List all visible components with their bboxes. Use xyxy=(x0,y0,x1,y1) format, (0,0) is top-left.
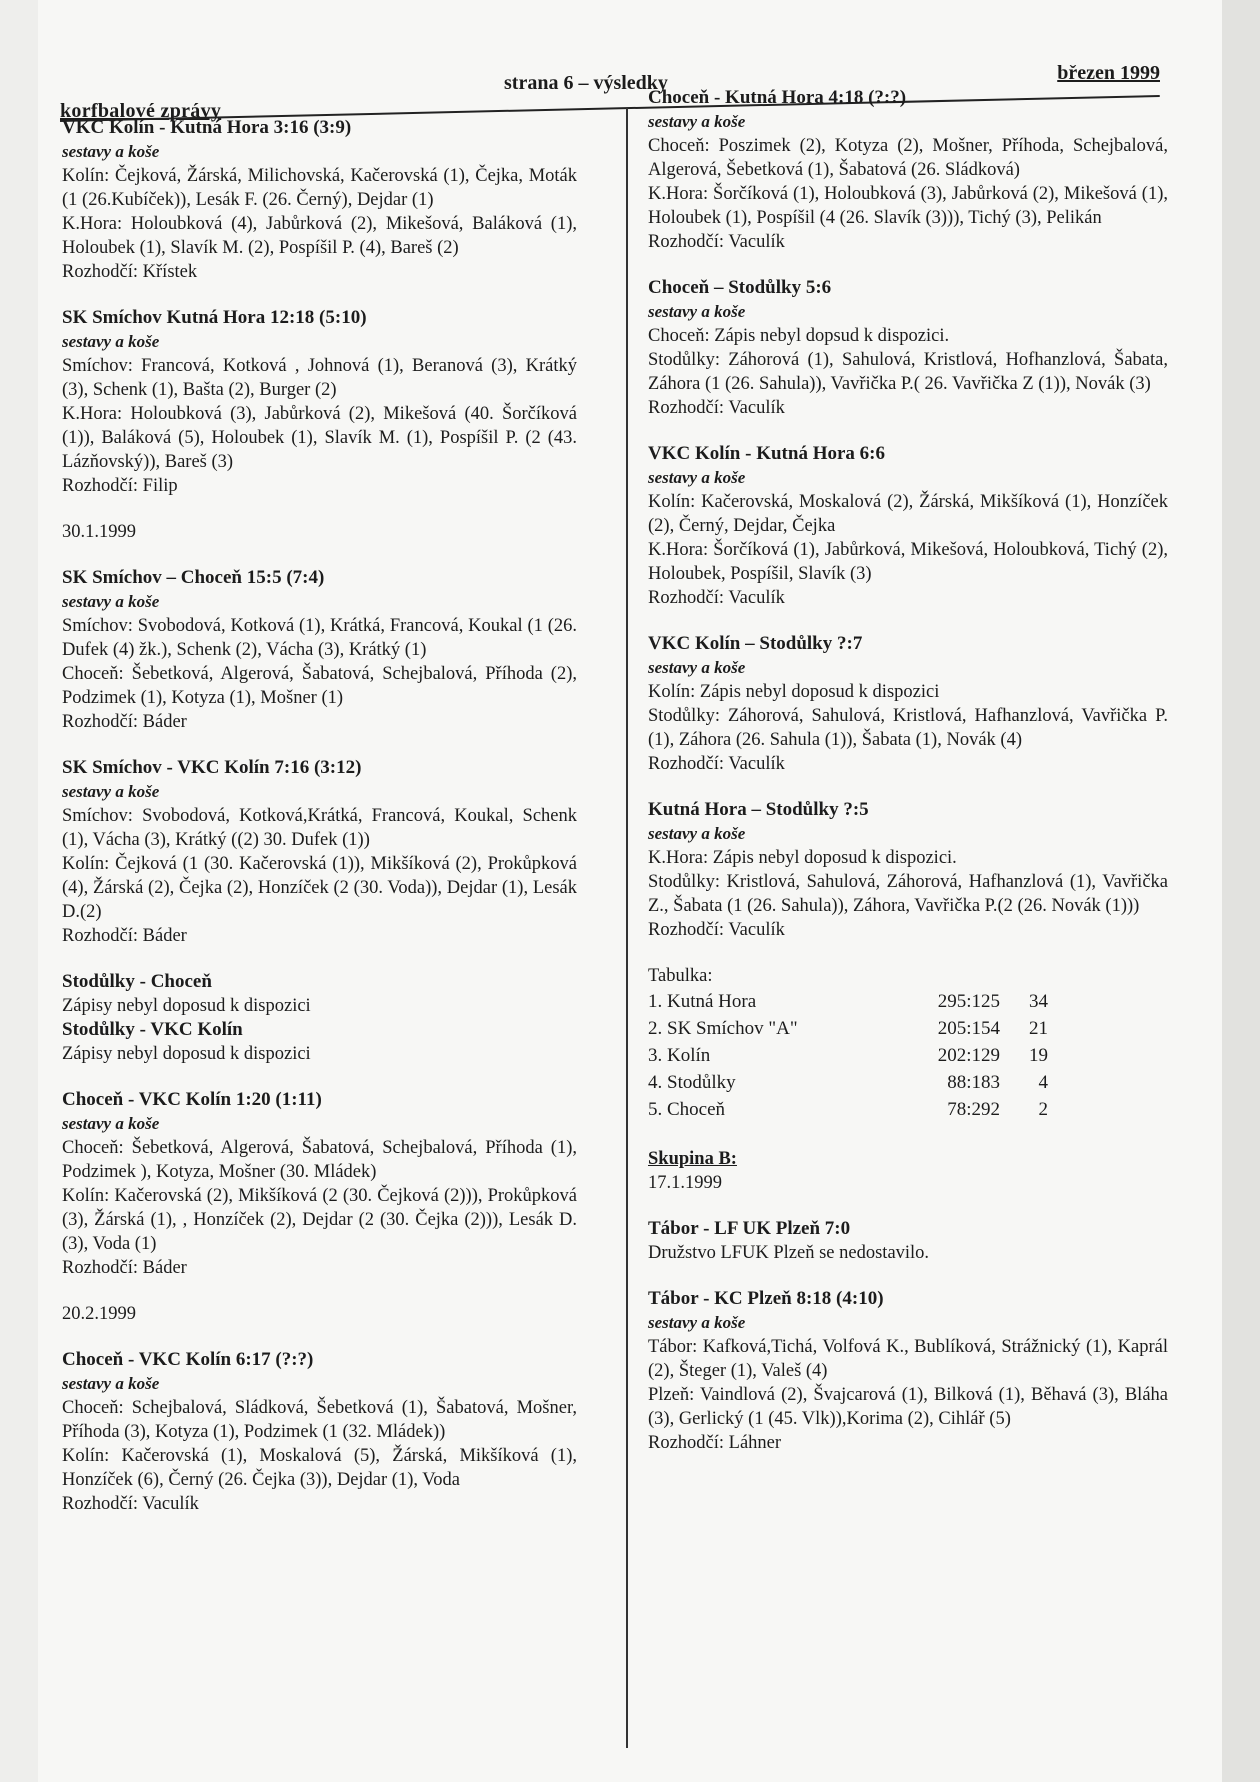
lineup-line: Stodůlky: Záhorová, Sahulová, Kristlová, Hafhanzlová, Vavřička P.(1), Záhora (26. Sahula (1)), Šabata (1), Novák (4) xyxy=(648,706,1168,750)
team-name: 2. SK Smíchov "A" xyxy=(648,1018,798,1039)
lineup-line: Choceň: Poszimek (2), Kotyza (2), Mošner, Příhoda, Schejbalová, Algerová, Šebetková (1), Šabatová (26. Sládková) xyxy=(648,136,1168,180)
match-block xyxy=(62,306,577,498)
lineup-subtitle: sestavy a koše xyxy=(62,1114,160,1133)
lineup-subtitle: sestavy a koše xyxy=(648,302,746,321)
match-title: Choceň - VKC Kolín 6:17 (?:?) xyxy=(62,1349,314,1370)
issue-date: březen 1999 xyxy=(1057,62,1160,84)
lineup-line: Smíchov: Svobodová, Kotková (1), Krátká, Francová, Koukal (1 (26. Dufek (4) žk.), Schenk (2), Vácha (3), Krátký (1) xyxy=(62,616,577,660)
lineup-line: Kolín: Čejková (1 (30. Kačerovská (1)), Mikšíková (2), Prokůpková (4), Žárská (2), Čejka (2), Honzíček (2 (30. Voda)), Dejdar (1), Lesák D.(2) xyxy=(62,854,577,922)
lineup-line: Choceň: Schejbalová, Sládková, Šebetková (1), Šabatová, Mošner, Příhoda (3), Kotyza (1), Podzimek (1 (32. Mládek)) xyxy=(62,1398,577,1442)
lineup-line: Rozhodčí: Vaculík xyxy=(648,588,785,608)
lineup-subtitle: sestavy a koše xyxy=(62,592,160,611)
team-score: 205:154 xyxy=(937,1018,1000,1039)
lineup-line: Choceň: Šebetková, Algerová, Šabatová, Schejbalová, Příhoda (1), Podzimek ), Kotyza, Mošner (30. Mládek) xyxy=(62,1138,577,1182)
newsletter-title: korfbalové zprávy xyxy=(60,100,222,122)
team-points: 19 xyxy=(1029,1045,1048,1066)
lineup-line: Rozhodčí: Báder xyxy=(62,712,187,732)
match-title: Tábor - KC Plzeň 8:18 (4:10) xyxy=(648,1288,884,1309)
note-text: Zápisy nebyl doposud k dispozici xyxy=(62,1044,311,1064)
lineup-line: Kolín: Kačerovská (2), Mikšíková (2 (30. Čejková (2))), Prokůpková (3), Žárská (1), , Honzíček (2), Dejdar (2 (30. Čejka (2))), Lesák D.(3), Voda (1) xyxy=(62,1186,577,1254)
left-column xyxy=(62,116,577,1538)
standings-row xyxy=(648,988,1048,1015)
team-points: 4 xyxy=(1038,1072,1048,1093)
pending-notes xyxy=(62,970,577,1066)
lineup-subtitle: sestavy a koše xyxy=(62,142,160,161)
match-title: SK Smíchov - VKC Kolín 7:16 (3:12) xyxy=(62,757,362,778)
lineup-line: Choceň: Šebetková, Algerová, Šabatová, Schejbalová, Příhoda (2), Podzimek (1), Kotyza (1), Mošner (1) xyxy=(62,664,577,708)
lineup-line: K.Hora: Šorčíková (1), Holoubková (3), Jabůrková (2), Mikešová (1), Holoubek (1), Pospíšil (4 (26. Slavík (3))), Tichý (3), Pelikán xyxy=(648,184,1168,228)
lineup-line: Rozhodčí: Vaculík xyxy=(62,1494,199,1514)
lineup-line: K.Hora: Holoubková (4), Jabůrková (2), Mikešová, Baláková (1), Holoubek (1), Slavík M. (2), Pospíšil P. (4), Bareš (2) xyxy=(62,214,577,258)
column-divider xyxy=(626,108,628,1748)
match-block xyxy=(648,1217,1168,1265)
match-title: SK Smíchov Kutná Hora 12:18 (5:10) xyxy=(62,307,367,328)
team-score: 78:292 xyxy=(947,1099,1000,1120)
lineup-line: Kolín: Kačerovská, Moskalová (2), Žárská, Mikšíková (1), Honzíček (2), Černý, Dejdar, Čejka xyxy=(648,492,1168,536)
team-name: 5. Choceň xyxy=(648,1099,726,1120)
match-list xyxy=(62,116,577,498)
date-heading: 30.1.1999 xyxy=(62,522,136,542)
lineup-subtitle: sestavy a koše xyxy=(62,782,160,801)
right-column xyxy=(648,86,1168,1477)
lineup-line: Rozhodčí: Křístek xyxy=(62,262,198,282)
team-score: 202:129 xyxy=(937,1045,1000,1066)
team-points: 34 xyxy=(1029,991,1048,1012)
lineup-subtitle: sestavy a koše xyxy=(62,1374,160,1393)
lineup-line: Rozhodčí: Vaculík xyxy=(648,754,785,774)
match-list xyxy=(648,86,1168,942)
lineup-line: Rozhodčí: Vaculík xyxy=(648,920,785,940)
match-block xyxy=(62,566,577,734)
lineup-line: Tábor: Kafková,Tichá, Volfová K., Bublíková, Strážnický (1), Kaprál (2), Šteger (1), Valeš (4) xyxy=(648,1337,1168,1381)
group-b-title: Skupina B: xyxy=(648,1149,737,1169)
team-score: 295:125 xyxy=(937,991,1000,1012)
standings-row xyxy=(648,1015,1048,1042)
team-name: 4. Stodůlky xyxy=(648,1072,736,1093)
match-title: VKC Kolín - Kutná Hora 6:6 xyxy=(648,443,885,464)
lineup-line: Stodůlky: Kristlová, Sahulová, Záhorová, Hafhanzlová (1), Vavřička Z., Šabata (1 (26. Sahula)), Záhora, Vavřička P.(2 (26. Novák (1))) xyxy=(648,872,1168,916)
lineup-line: Choceň: Zápis nebyl dopsud k dispozici. xyxy=(648,326,950,346)
match-block xyxy=(62,756,577,948)
lineup-line: Smíchov: Svobodová, Kotková,Krátká, Francová, Koukal, Schenk (1), Vácha (3), Krátký ((2) 30. Dufek (1)) xyxy=(62,806,577,850)
match-title: Stodůlky - Choceň xyxy=(62,971,212,992)
lineup-subtitle: sestavy a koše xyxy=(648,468,746,487)
standings-title: Tabulka: xyxy=(648,966,713,986)
match-list xyxy=(648,1217,1168,1455)
lineup-subtitle: sestavy a koše xyxy=(648,658,746,677)
lineup-line: Kolín: Kačerovská (1), Moskalová (5), Žárská, Mikšíková (1), Honzíček (6), Černý (26. Čejka (3)), Dejdar (1), Voda xyxy=(62,1446,577,1490)
lineup-line: Rozhodčí: Báder xyxy=(62,1258,187,1278)
lineup-subtitle: sestavy a koše xyxy=(648,112,746,131)
match-title: VKC Kolín – Stodůlky ?:7 xyxy=(648,633,863,654)
lineup-line: Plzeň: Vaindlová (2), Švajcarová (1), Bilková (1), Běhavá (3), Bláha (3), Gerlický (1 (45. Vlk)),Korima (2), Cihlář (5) xyxy=(648,1385,1168,1429)
lineup-line: Rozhodčí: Láhner xyxy=(648,1433,782,1453)
match-title: Tábor - LF UK Plzeň 7:0 xyxy=(648,1218,851,1239)
match-block xyxy=(648,86,1168,254)
team-points: 21 xyxy=(1029,1018,1048,1039)
team-score: 88:183 xyxy=(947,1072,1000,1093)
lineup-subtitle: sestavy a koše xyxy=(648,824,746,843)
lineup-line: Rozhodčí: Báder xyxy=(62,926,187,946)
date-heading: 20.2.1999 xyxy=(62,1304,136,1324)
lineup-line: Stodůlky: Záhorová (1), Sahulová, Kristlová, Hofhanzlová, Šabata, Záhora (1 (26. Sahula)), Vavřička P.( 26. Vavřička Z (1)), Novák (3) xyxy=(648,350,1168,394)
lineup-subtitle: sestavy a koše xyxy=(62,332,160,351)
lineup-line: Kolín: Čejková, Žárská, Milichovská, Kačerovská (1), Čejka, Moták (1 (26.Kubíček)), Lesák F. (26. Černý), Dejdar (1) xyxy=(62,166,577,210)
standings-row xyxy=(648,1096,1048,1123)
lineup-subtitle: sestavy a koše xyxy=(648,1313,746,1332)
team-name: 1. Kutná Hora xyxy=(648,991,757,1012)
lineup-line: Kolín: Zápis nebyl doposud k dispozici xyxy=(648,682,940,702)
note-text: Zápisy nebyl doposud k dispozici xyxy=(62,996,311,1016)
date-heading: 17.1.1999 xyxy=(648,1173,722,1193)
match-title: Stodůlky - VKC Kolín xyxy=(62,1019,243,1040)
lineup-line: Družstvo LFUK Plzeň se nedostavilo. xyxy=(648,1243,930,1263)
team-name: 3. Kolín xyxy=(648,1045,711,1066)
match-block xyxy=(648,276,1168,420)
lineup-line: K.Hora: Holoubková (3), Jabůrková (2), Mikešová (40. Šorčíková (1)), Baláková (5), Holoubek (1), Slavík M. (1), Pospíšil P. (2 (43. Lázňovský)), Bareš (3) xyxy=(62,404,577,472)
match-list xyxy=(62,566,577,948)
match-block xyxy=(62,1348,577,1516)
team-points: 2 xyxy=(1038,1099,1048,1120)
standings-table xyxy=(648,988,1048,1123)
match-title: SK Smíchov – Choceň 15:5 (7:4) xyxy=(62,567,325,588)
match-block xyxy=(62,1088,577,1280)
lineup-line: K.Hora: Zápis nebyl doposud k dispozici. xyxy=(648,848,957,868)
background-edge xyxy=(1222,0,1260,1782)
lineup-line: Rozhodčí: Vaculík xyxy=(648,398,785,418)
standings-row xyxy=(648,1069,1048,1096)
match-list xyxy=(62,1088,577,1280)
match-block xyxy=(648,632,1168,776)
match-block xyxy=(62,116,577,284)
match-title: Choceň - Kutná Hora 4:18 (?:?) xyxy=(648,87,907,108)
match-title: Choceň - VKC Kolín 1:20 (1:11) xyxy=(62,1089,322,1110)
page-section-title: strana 6 – výsledky xyxy=(504,72,668,94)
match-block xyxy=(648,1287,1168,1455)
match-title: Choceň – Stodůlky 5:6 xyxy=(648,277,832,298)
match-title: VKC Kolín - Kutná Hora 3:16 (3:9) xyxy=(62,117,352,138)
lineup-line: Rozhodčí: Filip xyxy=(62,476,178,496)
lineup-line: Smíchov: Francová, Kotková , Johnová (1), Beranová (3), Krátký (3), Schenk (1), Bašta (2), Burger (2) xyxy=(62,356,577,400)
standings-row xyxy=(648,1042,1048,1069)
lineup-line: K.Hora: Šorčíková (1), Jabůrková, Mikešová, Holoubková, Tichý (2), Holoubek, Pospíšil, Slavík (3) xyxy=(648,540,1168,584)
match-block xyxy=(648,798,1168,942)
lineup-line: Rozhodčí: Vaculík xyxy=(648,232,785,252)
match-block xyxy=(648,442,1168,610)
match-title: Kutná Hora – Stodůlky ?:5 xyxy=(648,799,869,820)
match-list xyxy=(62,1348,577,1516)
